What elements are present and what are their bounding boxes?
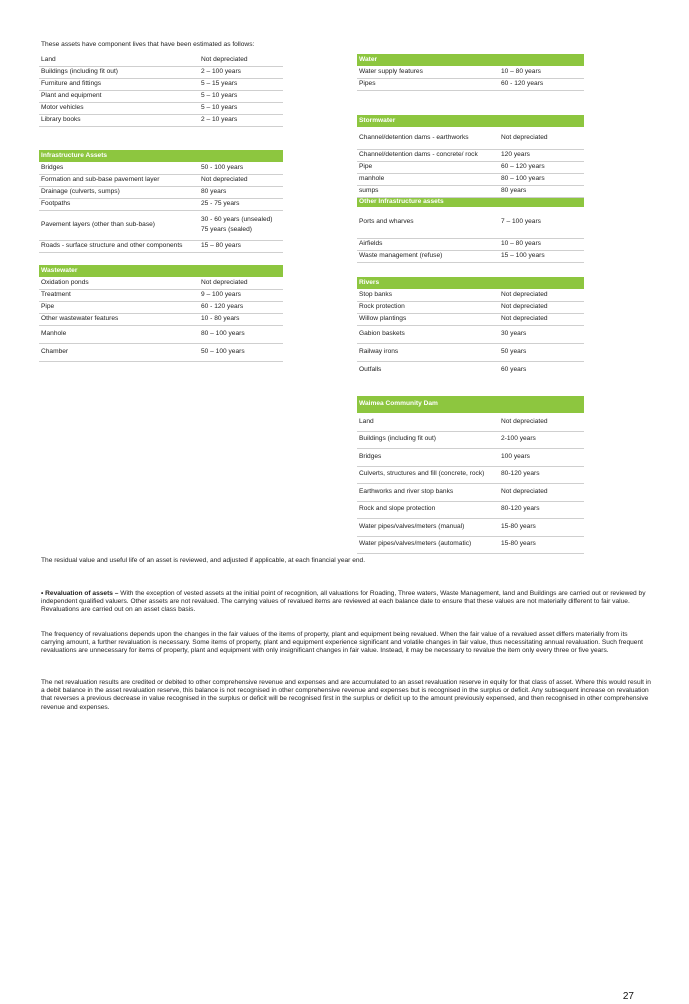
table-row: Manhole 80 – 100 years <box>39 325 283 343</box>
section-header: Waimea Community Dam <box>357 396 584 413</box>
table-row: Pavement layers (other than sub-base) 30 - 60 years (unsealed) 75 years (sealed) <box>39 210 283 240</box>
revaluation-paragraph-3: The net revaluation results are credited or debited to other comprehensive revenue and expenses and are accumulated to an asset revaluation reserve in equity for that class of asset. Where this would result in a debit balance in the asset revaluation reserve, this balance is not recognised in other comprehensive revenue and expenses but is recognised in the surplus or deficit. Any subsequent increase on revaluation that reverses a previous decrease in value recognised in the surplus or deficit will be recognised first in the surplus or deficit up to the amount previously expensed, and then recognised in other comprehensive revenue and expenses. <box>41 679 651 711</box>
table-row: Pipes 60 - 120 years <box>357 78 584 90</box>
table-row: Pipe 60 - 120 years <box>39 301 283 313</box>
table-row: Oxidation ponds Not depreciated <box>39 277 283 289</box>
revaluation-title: • Revaluation of assets – <box>41 590 119 597</box>
table-row: Water pipes/valves/meters (manual) 15-80 years <box>357 518 584 536</box>
residual-note: The residual value and useful life of an asset is reviewed, and adjusted if applicable, at each financial year end. <box>41 557 366 564</box>
table-row: Rock and slope protection 80-120 years <box>357 501 584 518</box>
table-row: Water pipes/valves/meters (automatic) 15-80 years <box>357 536 584 553</box>
section-header: Infrastructure Assets <box>39 150 283 162</box>
table-row: Furniture and fittings 5 – 15 years <box>39 78 283 90</box>
table-row: Pipe 60 – 120 years <box>357 161 584 173</box>
table-row: Channel/detention dams - earthworks Not depreciated <box>357 127 584 149</box>
table-row: Roads - surface structure and other components 15 – 80 years <box>39 240 283 252</box>
table-row: Bridges 100 years <box>357 448 584 466</box>
general-assets-table <box>39 54 283 127</box>
table-row: Other wastewater features 10 - 80 years <box>39 313 283 325</box>
table-row: Waste management (refuse) 15 – 100 years <box>357 250 584 262</box>
table-row: Stop banks Not depreciated <box>357 289 584 301</box>
table-row: Drainage (culverts, sumps) 80 years <box>39 186 283 198</box>
table-row: Library books 2 – 10 years <box>39 114 283 126</box>
table-row: sumps 80 years <box>357 185 584 197</box>
table-row: Land Not depreciated <box>39 54 283 66</box>
table-row: Chamber 50 – 100 years <box>39 343 283 361</box>
table-row: Airfields 10 – 80 years <box>357 238 584 250</box>
table-row: Treatment 9 – 100 years <box>39 289 283 301</box>
table-row: Willow plantings Not depreciated <box>357 313 584 325</box>
section-header: Wastewater <box>39 265 283 277</box>
table-row: Water supply features 10 – 80 years <box>357 66 584 78</box>
intro-text: These assets have component lives that have been estimated as follows: <box>41 41 255 48</box>
table-row: Footpaths 25 - 75 years <box>39 198 283 210</box>
waimea-dam-table <box>357 396 584 554</box>
table-row: Buildings (including fit out) 2 – 100 years <box>39 66 283 78</box>
rivers-table <box>357 277 584 379</box>
table-row: Rock protection Not depreciated <box>357 301 584 313</box>
table-row: manhole 80 – 100 years <box>357 173 584 185</box>
table-row: Railway irons 50 years <box>357 343 584 361</box>
table-row: Land Not depreciated <box>357 413 584 431</box>
table-row: Plant and equipment 5 – 10 years <box>39 90 283 102</box>
table-row: Gabion baskets 30 years <box>357 325 584 343</box>
section-header: Water <box>357 54 584 66</box>
revaluation-paragraph-2: The frequency of revaluations depends upon the changes in the fair values of the items of property, plant and equipment being revalued. When the fair value of a revalued asset differs materially from its carrying amount, a further revaluation is necessary. Some items of property, plant and equipment experience significant and volatile changes in fair value, thus necessitating annual revaluation. Such frequent revaluations are unnecessary for items of property, plant and equipment with only insignificant changes in fair value. Instead, it may be necessary to revalue the item only every three or five years. <box>41 631 643 655</box>
section-header: Stormwater <box>357 115 584 127</box>
water-table <box>357 54 584 91</box>
revaluation-paragraph-1: • Revaluation of assets – With the exception of vested assets at the initial point of recognition, all valuations for Roading, Three waters, Waste Management, land and Buildings are carried out or reviewed by independent qualified valuers. Other assets are not revalued. The carrying values of revalued items are reviewed at each balance date to ensure that these values are not materially different to fair value. Revaluations are carried out on an asset class basis. <box>41 590 646 614</box>
section-header: Other Infrastructure assets <box>357 197 584 207</box>
table-row: Bridges 50 - 100 years <box>39 162 283 174</box>
table-row: Culverts, structures and fill (concrete, rock) 80-120 years <box>357 466 584 483</box>
infrastructure-assets-table <box>39 150 283 253</box>
wastewater-table <box>39 265 283 362</box>
section-header: Rivers <box>357 277 584 289</box>
table-row: Formation and sub-base pavement layer Not depreciated <box>39 174 283 186</box>
table-row: Ports and wharves 7 – 100 years <box>357 207 584 238</box>
table-row: Channel/detention dams - concrete/ rock 120 years <box>357 149 584 161</box>
table-row: Buildings (including fit out) 2-100 years <box>357 431 584 448</box>
stormwater-table <box>357 115 584 263</box>
page-number: 27 <box>622 991 634 1002</box>
table-row: Outfalls 60 years <box>359 366 527 374</box>
table-row: Earthworks and river stop banks Not depreciated <box>357 483 584 501</box>
table-row: Motor vehicles 5 – 10 years <box>39 102 283 114</box>
